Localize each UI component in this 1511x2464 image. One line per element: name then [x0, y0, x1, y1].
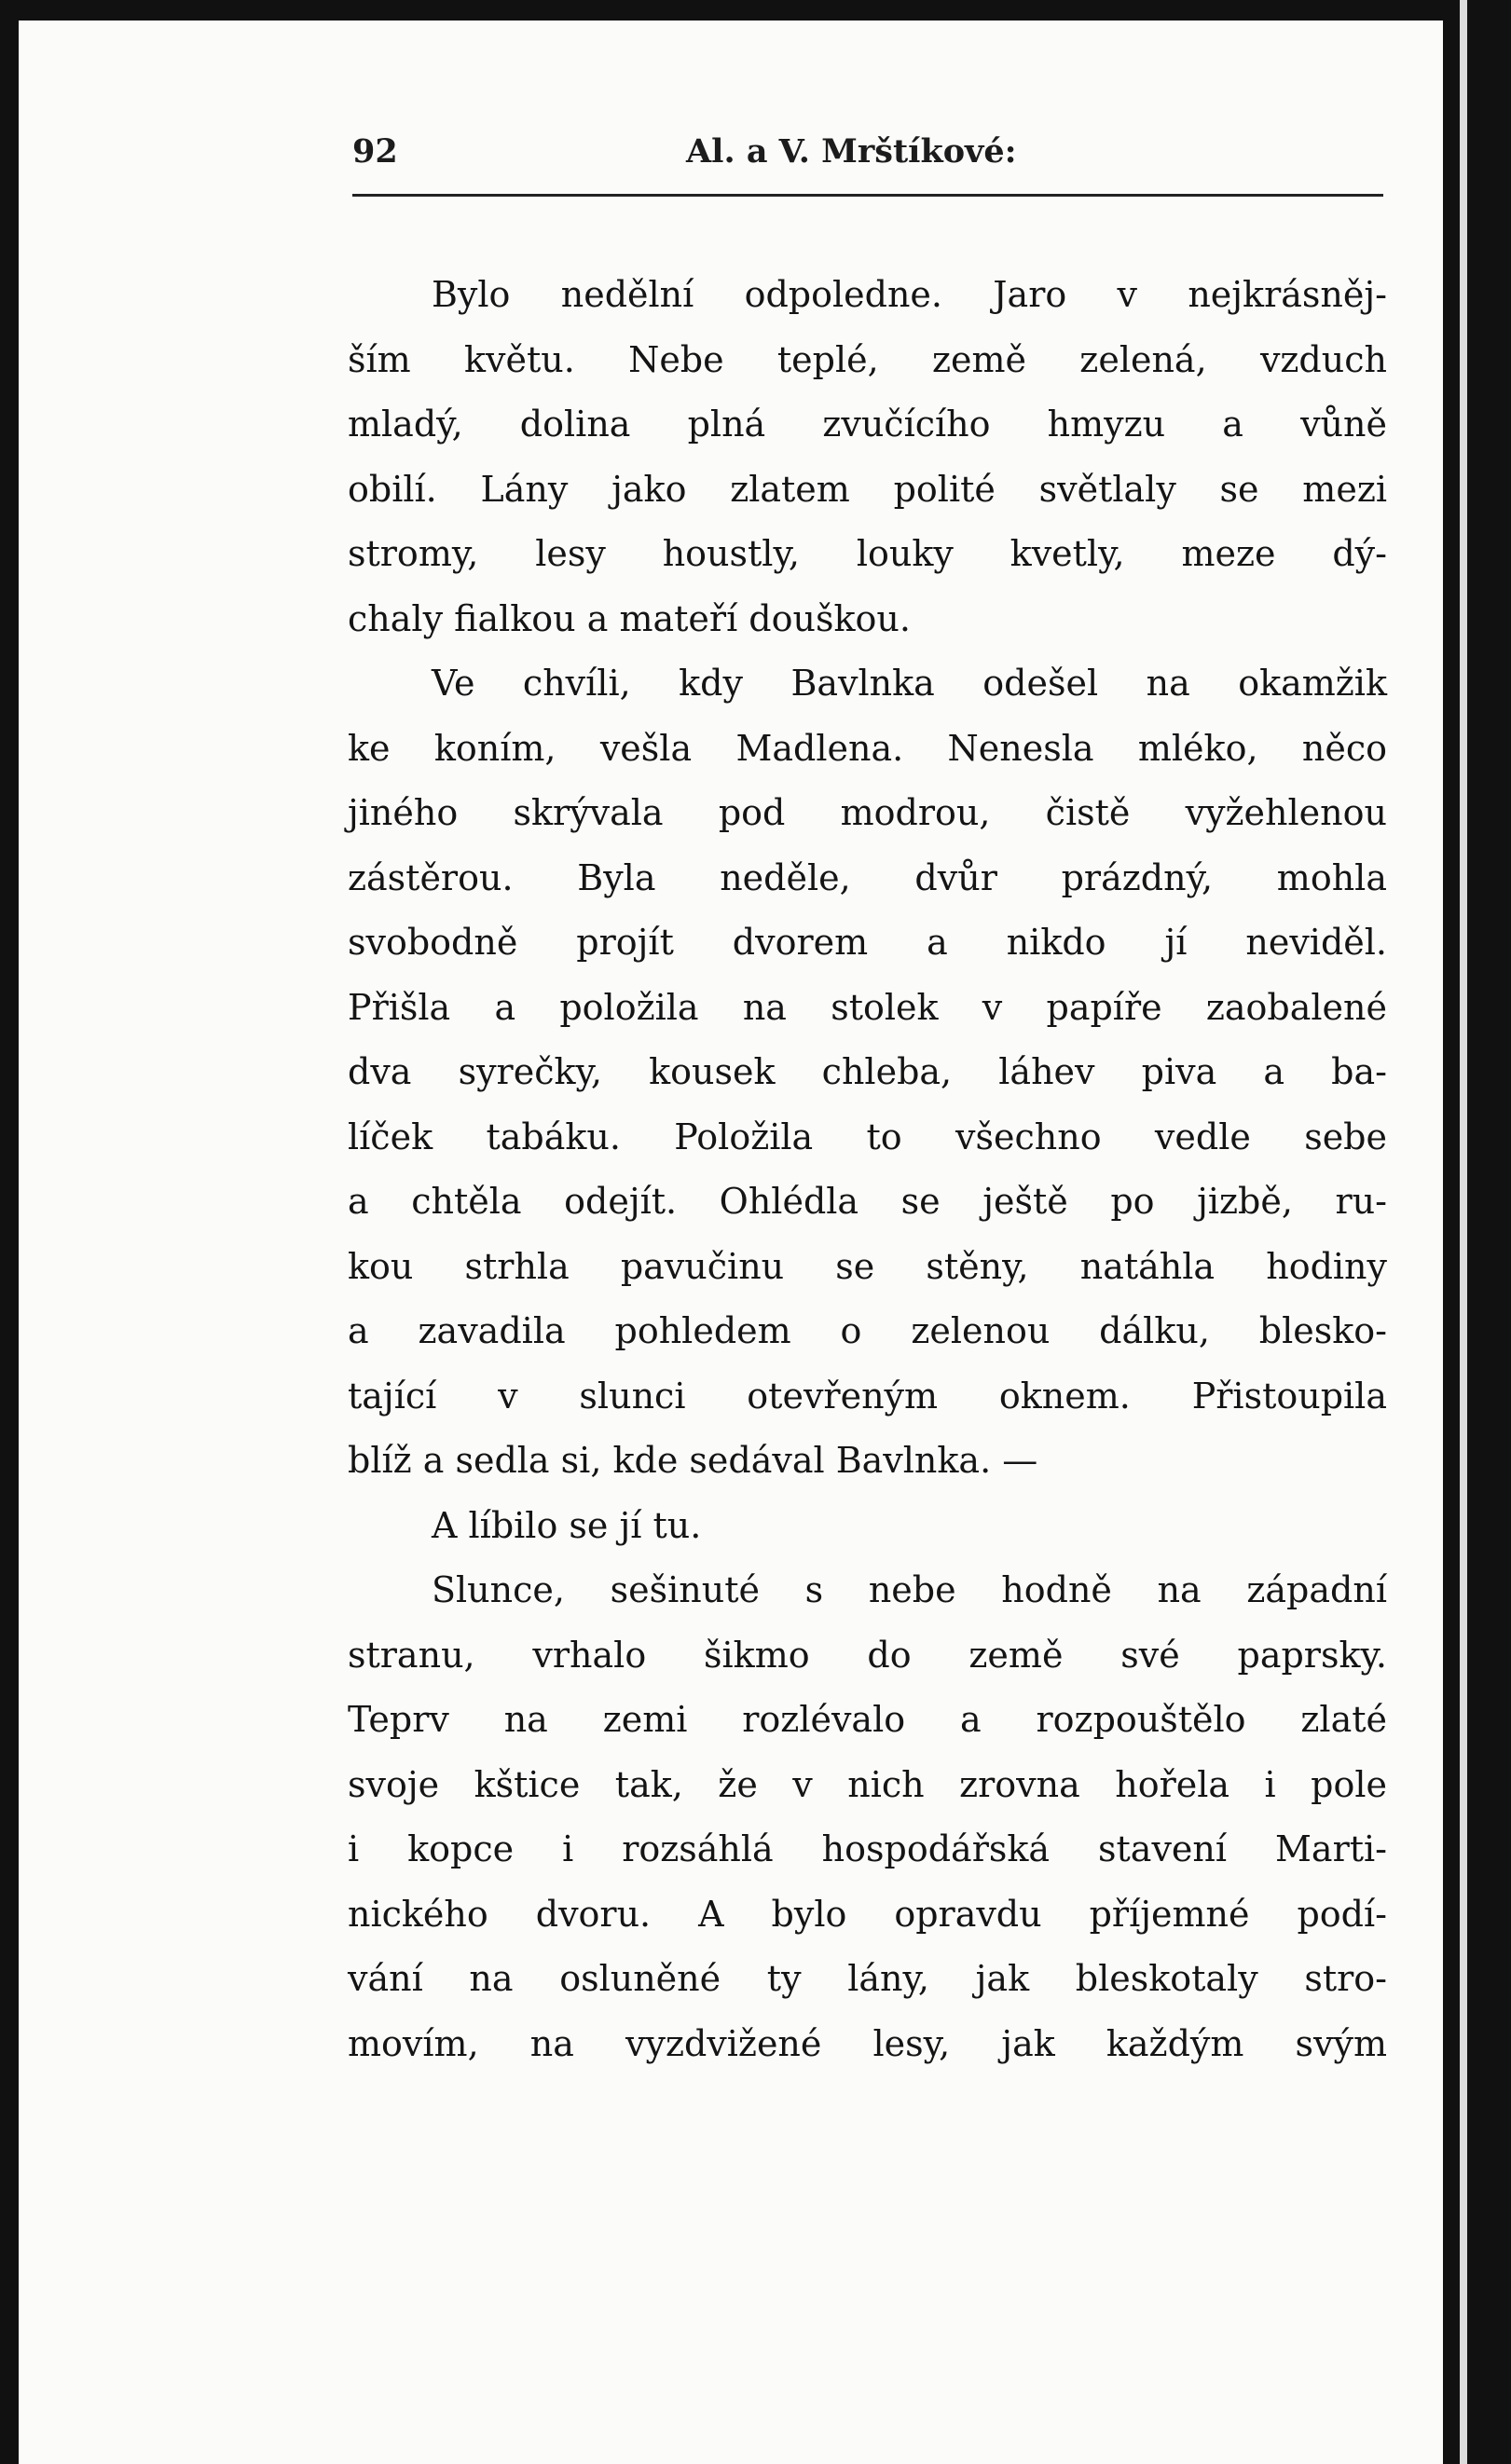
text-line: dva syrečky, kousek chleba, láhev piva a ba- [348, 1051, 1387, 1092]
text-line: stromy, lesy houstly, louky kvetly, meze dý- [348, 533, 1387, 574]
text-line: mladý, dolina plná zvučícího hmyzu a vůně [348, 404, 1387, 445]
text-line: nického dvoru. A bylo opravdu příjemné podí- [348, 1893, 1387, 1935]
text-line: zástěrou. Byla neděle, dvůr prázdný, mohla [348, 856, 1387, 898]
text-line: jiného skrývala pod modrou, čistě vyžehlenou [348, 792, 1387, 833]
text-line: vání na osluněné ty lány, jak bleskotaly stro- [348, 1958, 1387, 1999]
page-number: 92 [352, 132, 398, 171]
text-line: Bylo nedělní odpoledne. Jaro v nejkrásněj- [432, 274, 1387, 315]
scan-border-top [0, 0, 1511, 21]
text-line: obilí. Lány jako zlatem polité světlaly se mezi [348, 468, 1387, 510]
text-line: i kopce i rozsáhlá hospodářská stavení Marti- [348, 1828, 1387, 1869]
body-text [348, 263, 1387, 2076]
paragraph [348, 651, 1387, 1494]
text-line: a chtěla odejít. Ohlédla se ještě po jizbě, ru- [348, 1181, 1387, 1222]
text-line: a zavadila pohledem o zelenou dálku, blesko- [348, 1310, 1387, 1351]
text-line: Ve chvíli, kdy Bavlnka odešel na okamžik [432, 663, 1387, 704]
text-line: blíž a sedla si, kde sedával Bavlnka. — [348, 1440, 1038, 1481]
text-line: chaly fialkou a mateří douškou. [348, 597, 911, 639]
text-line: ke koním, vešla Madlena. Nenesla mléko, něco [348, 727, 1387, 769]
text-line: movím, na vyzdvižené lesy, jak každým svým [348, 2022, 1387, 2064]
text-line: Slunce, sešinuté s nebe hodně na západní [432, 1569, 1387, 1610]
running-title: Al. a V. Mrštíkové: [686, 132, 1017, 171]
text-line: Přišla a položila na stolek v papíře zaobalené [348, 986, 1387, 1028]
text-line: líček tabáku. Položila to všechno vedle sebe [348, 1116, 1387, 1157]
page-edge-strip [1460, 0, 1467, 2464]
text-line: tající v slunci otevřeným oknem. Přistoupila [348, 1375, 1387, 1417]
paragraph [348, 1494, 1387, 1559]
text-line: Teprv na zemi rozlévalo a rozpouštělo zlaté [348, 1699, 1387, 1740]
running-head [352, 132, 1383, 188]
text-line: A líbilo se jí tu. [432, 1504, 702, 1546]
header-rule [352, 194, 1383, 197]
paragraph [348, 1558, 1387, 2076]
scan-border-left [0, 0, 19, 2464]
text-line: kou strhla pavučinu se stěny, natáhla hodiny [348, 1245, 1387, 1287]
text-line: svoje kštice tak, že v nich zrovna hořela i pole [348, 1763, 1387, 1805]
paragraph [348, 263, 1387, 651]
scan-border-right [1443, 0, 1511, 2464]
text-line: ším květu. Nebe teplé, země zelená, vzduch [348, 338, 1387, 380]
text-line: stranu, vrhalo šikmo do země své paprsky. [348, 1634, 1387, 1676]
text-line: svobodně projít dvorem a nikdo jí neviděl. [348, 922, 1387, 963]
